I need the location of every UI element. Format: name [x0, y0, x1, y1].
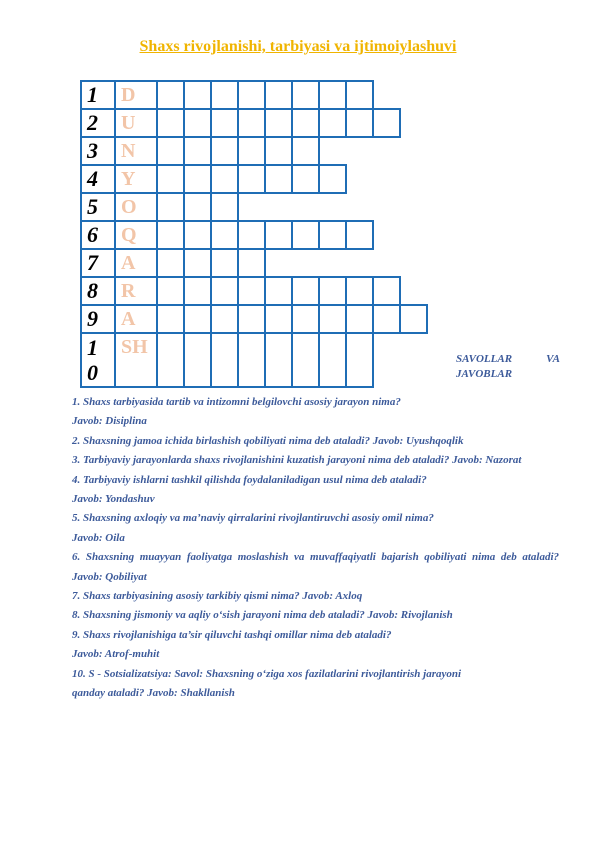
qa-line: 3. Tarbiyaviy jarayonlarda shaxs rivojlanishini kuzatish jarayoni nima deb ataladi? Javob: Nazorat: [72, 454, 522, 467]
heading-word-savollar: SAVOLLAR: [456, 353, 513, 365]
answer-cell[interactable]: [373, 305, 400, 333]
answer-cell[interactable]: [238, 277, 265, 305]
answer-cell[interactable]: [157, 165, 184, 193]
empty-space: [400, 193, 427, 221]
empty-space: [373, 193, 400, 221]
qa-line: 5. Shaxsning axloqiy va ma’naviy qirralarini rivojlantiruvchi asosiy omil nima?: [72, 512, 434, 525]
empty-space: [400, 221, 427, 249]
answer-cell[interactable]: [346, 305, 373, 333]
answer-cell[interactable]: [211, 221, 238, 249]
empty-space: [373, 137, 400, 165]
row-number: [81, 221, 115, 249]
empty-space: [319, 249, 346, 277]
empty-space: [373, 249, 400, 277]
empty-space: [292, 193, 319, 221]
questions-answers: [72, 393, 559, 704]
answer-cell[interactable]: [157, 221, 184, 249]
empty-space: [319, 193, 346, 221]
answer-cell[interactable]: [211, 165, 238, 193]
answer-cell[interactable]: [238, 305, 265, 333]
answer-cell[interactable]: [184, 137, 211, 165]
answer-cell[interactable]: [184, 277, 211, 305]
answer-cell[interactable]: [211, 277, 238, 305]
qa-line: Javob: Yondashuv: [72, 493, 155, 506]
answer-cell[interactable]: [157, 249, 184, 277]
answer-cell[interactable]: [211, 249, 238, 277]
answer-cell[interactable]: [184, 109, 211, 137]
crossword-row: [81, 249, 427, 277]
answer-cell[interactable]: [292, 109, 319, 137]
answer-cell[interactable]: [292, 277, 319, 305]
answer-cell[interactable]: [184, 193, 211, 221]
crossword-row: [81, 137, 427, 165]
answer-cell[interactable]: [157, 305, 184, 333]
key-letter-cell: A: [115, 249, 157, 277]
qa-line: 7. Shaxs tarbiyasining asosiy tarkibiy qismi nima? Javob: Axloq: [72, 590, 363, 603]
answer-cell[interactable]: [157, 109, 184, 137]
row-number-text: 4: [87, 166, 98, 191]
empty-space: [400, 249, 427, 277]
answer-cell[interactable]: [292, 81, 319, 109]
key-letter-cell: Y: [115, 165, 157, 193]
answer-cell[interactable]: [292, 333, 319, 387]
answer-cell[interactable]: [346, 277, 373, 305]
answer-cell[interactable]: [265, 277, 292, 305]
crossword-row: [81, 193, 427, 221]
answer-cell[interactable]: [346, 221, 373, 249]
answer-cell[interactable]: [157, 333, 184, 387]
qa-line: 10. S - Sotsializatsiya: Savol: Shaxsning o‘ziga xos fazilatlarini rivojlantirish jarayoni: [72, 667, 462, 680]
empty-space: [400, 109, 427, 137]
answer-cell[interactable]: [184, 305, 211, 333]
answer-cell[interactable]: [238, 109, 265, 137]
empty-space: [400, 137, 427, 165]
empty-space: [400, 277, 427, 305]
answer-cell[interactable]: [238, 137, 265, 165]
answer-cell[interactable]: [265, 165, 292, 193]
empty-space: [238, 193, 265, 221]
savollar-javoblar-heading: [456, 352, 560, 382]
answer-cell[interactable]: [373, 109, 400, 137]
row-number: [81, 277, 115, 305]
row-number: [81, 305, 115, 333]
answer-cell[interactable]: [157, 137, 184, 165]
answer-cell[interactable]: [346, 81, 373, 109]
qa-line: 1. Shaxs tarbiyasida tartib va intizomni belgilovchi asosiy jarayon nima?: [72, 396, 401, 408]
empty-space: [292, 249, 319, 277]
row-number-text: 3: [87, 138, 98, 163]
answer-cell[interactable]: [265, 221, 292, 249]
answer-cell[interactable]: [292, 137, 319, 165]
answer-cell[interactable]: [211, 109, 238, 137]
answer-cell[interactable]: [211, 81, 238, 109]
answer-cell[interactable]: [184, 249, 211, 277]
empty-space: [373, 81, 400, 109]
crossword-row: [81, 81, 427, 109]
row-number: [81, 333, 115, 387]
answer-cell[interactable]: [157, 81, 184, 109]
answer-cell[interactable]: [157, 193, 184, 221]
qa-line: 2. Shaxsning jamoa ichida birlashish qobiliyati nima deb ataladi? Javob: Uyushqoqlik: [72, 434, 464, 447]
answer-cell[interactable]: [238, 81, 265, 109]
answer-cell[interactable]: [292, 305, 319, 333]
page-title: Shaxs rivojlanishi, tarbiyasi va ijtimoiylashuvi: [139, 38, 457, 55]
answer-cell[interactable]: [373, 277, 400, 305]
row-number: [81, 165, 115, 193]
key-letter-cell: Q: [115, 221, 157, 249]
answer-cell[interactable]: [265, 333, 292, 387]
answer-cell[interactable]: [292, 165, 319, 193]
row-number-text: 2: [87, 110, 98, 135]
row-number-text: 1: [87, 82, 98, 107]
key-letter-cell: R: [115, 277, 157, 305]
crossword-row: [81, 221, 427, 249]
row-number-text: 5: [87, 194, 98, 219]
row-number: [81, 137, 115, 165]
row-number: [81, 109, 115, 137]
answer-cell[interactable]: [211, 305, 238, 333]
answer-cell[interactable]: [238, 221, 265, 249]
answer-cell[interactable]: [265, 109, 292, 137]
empty-space: [373, 333, 400, 387]
empty-space: [373, 221, 400, 249]
empty-space: [400, 81, 427, 109]
key-letter-cell: N: [115, 137, 157, 165]
key-letter-cell: O: [115, 193, 157, 221]
key-letter-cell: A: [115, 305, 157, 333]
answer-cell[interactable]: [211, 193, 238, 221]
answer-cell[interactable]: [319, 277, 346, 305]
answer-cell[interactable]: [184, 221, 211, 249]
answer-cell[interactable]: [184, 333, 211, 387]
answer-cell[interactable]: [292, 221, 319, 249]
answer-cell[interactable]: [346, 109, 373, 137]
qa-line: 6. Shaxsning muayyan faoliyatga moslashish va muvaffaqiyatli bajarish qobiliyati nima deb ataladi? Javob: Qobiliyat: [72, 551, 559, 583]
answer-cell[interactable]: [319, 81, 346, 109]
answer-cell[interactable]: [211, 333, 238, 387]
qa-line: Javob: Oila: [72, 531, 125, 544]
answer-cell[interactable]: [319, 305, 346, 333]
empty-space: [346, 137, 373, 165]
answer-cell[interactable]: [184, 165, 211, 193]
row-number: [81, 81, 115, 109]
qa-line: qanday ataladi? Javob: Shakllanish: [72, 687, 235, 700]
empty-space: [319, 137, 346, 165]
row-number-text: 6: [87, 222, 98, 247]
heading-word-va: VA: [546, 353, 560, 365]
row-number: [81, 193, 115, 221]
empty-space: [346, 165, 373, 193]
row-number-text: 9: [87, 306, 98, 331]
answer-cell[interactable]: [319, 109, 346, 137]
empty-space: [265, 193, 292, 221]
qa-line: 8. Shaxsning jismoniy va aqliy o‘sish jarayoni nima deb ataladi? Javob: Rivojlanish: [72, 609, 453, 622]
crossword-grid: [80, 80, 428, 388]
row-number-text: 0: [87, 360, 98, 385]
heading-word-javoblar: JAVOBLAR: [456, 368, 513, 380]
answer-cell[interactable]: [319, 221, 346, 249]
empty-space: [400, 333, 427, 387]
key-letter-cell: U: [115, 109, 157, 137]
row-number: [81, 249, 115, 277]
answer-cell[interactable]: [265, 305, 292, 333]
row-number-text: 7: [87, 250, 98, 275]
answer-cell[interactable]: [157, 277, 184, 305]
crossword-row: [81, 277, 427, 305]
empty-space: [346, 193, 373, 221]
row-number-text: 1: [87, 335, 98, 360]
crossword-row: [81, 165, 427, 193]
qa-line: Javob: Atrof-muhit: [72, 648, 160, 661]
answer-cell[interactable]: [265, 137, 292, 165]
answer-cell[interactable]: [238, 333, 265, 387]
answer-cell[interactable]: [400, 305, 427, 333]
answer-cell[interactable]: [238, 165, 265, 193]
key-letter-cell: SH: [115, 333, 157, 387]
empty-space: [265, 249, 292, 277]
answer-cell[interactable]: [346, 333, 373, 387]
empty-space: [346, 249, 373, 277]
answer-cell[interactable]: [238, 249, 265, 277]
empty-space: [400, 165, 427, 193]
qa-line: Javob: Disiplina: [72, 415, 147, 428]
key-letter-cell: D: [115, 81, 157, 109]
row-number-text: 8: [87, 278, 98, 303]
crossword-row: [81, 305, 427, 333]
answer-cell[interactable]: [319, 333, 346, 387]
qa-line: 9. Shaxs rivojlanishiga ta’sir qiluvchi tashqi omillar nima deb ataladi?: [72, 628, 392, 641]
answer-cell[interactable]: [184, 81, 211, 109]
crossword-row: [81, 109, 427, 137]
crossword-row: [81, 333, 427, 387]
empty-space: [373, 165, 400, 193]
answer-cell[interactable]: [211, 137, 238, 165]
qa-line: 4. Tarbiyaviy ishlarni tashkil qilishda foydalaniladigan usul nima deb ataladi?: [72, 473, 427, 486]
answer-cell[interactable]: [265, 81, 292, 109]
answer-cell[interactable]: [319, 165, 346, 193]
